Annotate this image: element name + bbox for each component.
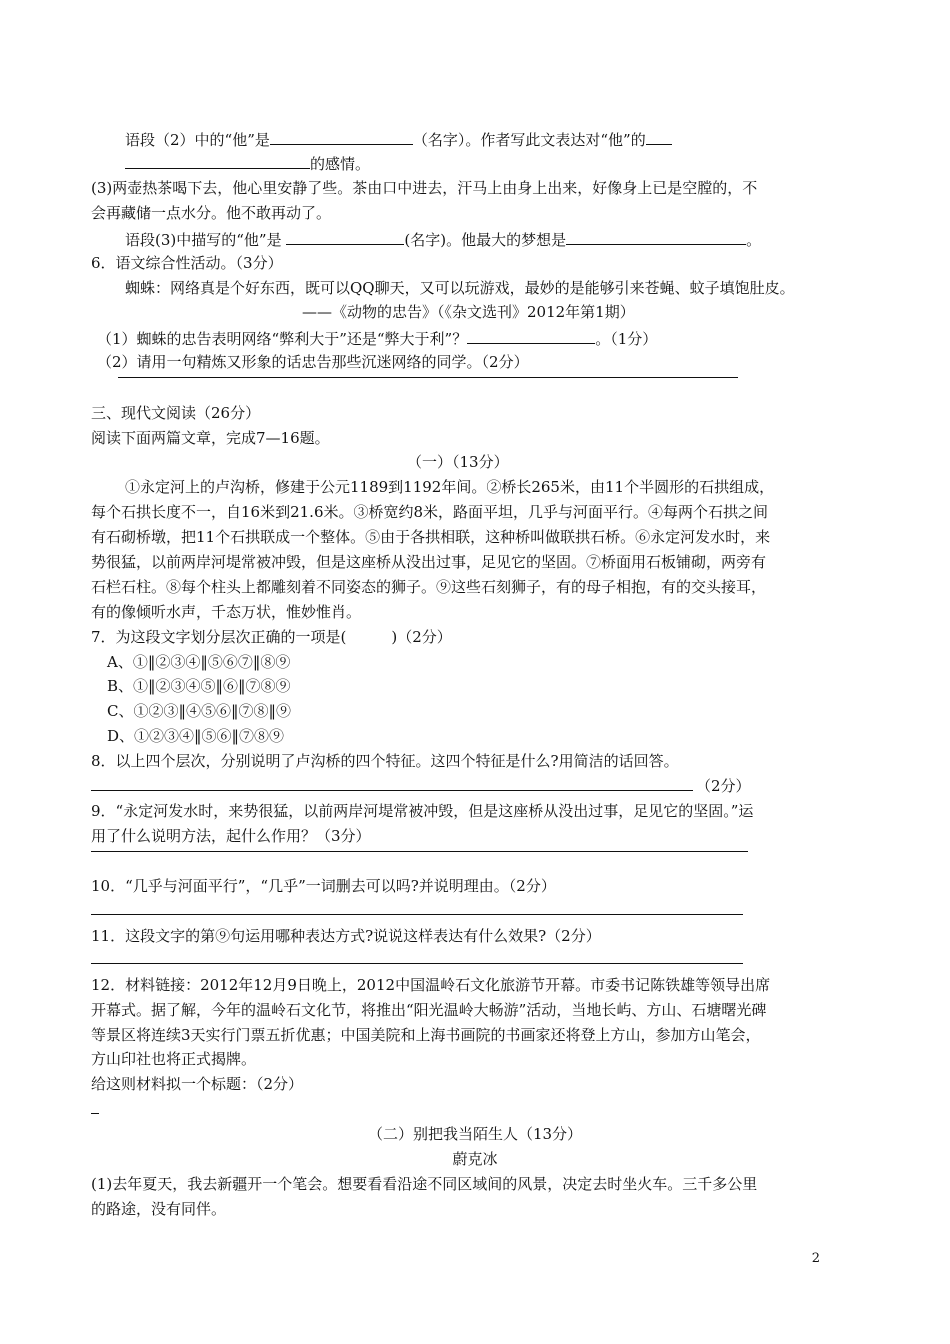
q6-2-text: （2）请用一句精炼又形象的话忠告那些沉迷网络的同学。（2分） — [97, 353, 529, 371]
q8-score: （2分） — [696, 777, 751, 795]
q9-line1: 9．“永定河发水时，来势很猛，以前两岸河堤常被冲毁，但是这座桥从没出过事，足见它的坚固。”运 — [91, 802, 754, 820]
q7-option-b[interactable]: B、①‖②③④⑤‖⑥‖⑦⑧⑨ — [107, 677, 291, 695]
text-1-line2: 每个石拱长度不一，自16米到21.6米。③桥宽约8米，路面平坦，几乎与河面平行。④每两个石拱之间 — [91, 503, 769, 521]
text-2-author: 蔚克冰 — [452, 1150, 498, 1168]
q5-3-line — [125, 228, 761, 250]
text-1-line4: 势很猛，以前两岸河堤常被冲毁，但是这座桥从没出过事，足见它的坚固。⑦桥面用石板铺砌，两旁有 — [91, 553, 767, 571]
q12-line5: 给这则材料拟一个标题：（2分） — [91, 1075, 304, 1093]
q12-line4: 方山印社也将正式揭牌。 — [91, 1050, 257, 1068]
q5-2-text-a: 语段（2）中的“他”是 — [125, 131, 270, 149]
answer-line[interactable] — [91, 963, 743, 964]
q9-line2: 用了什么说明方法，起什么作用？（3分） — [91, 827, 371, 845]
q12-line3: 等景区将连续3天实行门票五折优惠；中国美院和上海书画院的书画家还将登上方山，参加方山笔会， — [91, 1026, 761, 1044]
q6-quote: 蜘蛛：网络真是个好东西，既可以QQ聊天，又可以玩游戏，最妙的是能够引来苍蝇、蚊子填饱肚皮。 — [125, 279, 795, 297]
q7-option-a[interactable]: A、①‖②③④‖⑤⑥⑦‖⑧⑨ — [107, 653, 291, 671]
q5-3-text-c: 。 — [746, 231, 762, 249]
passage-3-line1: (3)两壶热茶喝下去，他心里安静了些。茶由口中进去，汗马上由身上出来，好像身上已是空膛的，不 — [91, 179, 758, 197]
answer-line[interactable] — [91, 1113, 99, 1114]
q12-line1: 12．材料链接：2012年12月9日晚上，2012中国温岭石文化旅游节开幕。市委书记陈铁雄等领导出席 — [91, 976, 771, 994]
q7-option-d[interactable]: D、①②③④‖⑤⑥‖⑦⑧⑨ — [107, 727, 285, 745]
text-1-title: （一）（13分） — [407, 453, 509, 471]
q5-2-text-c: 的感情。 — [310, 155, 371, 173]
text-2-title: （二）别把我当陌生人（13分） — [367, 1125, 583, 1143]
answer-line[interactable] — [118, 377, 738, 378]
q5-2-line — [125, 128, 672, 150]
section-3-intro: 阅读下面两篇文章，完成7—16题。 — [91, 429, 330, 447]
answer-blank[interactable] — [467, 327, 595, 344]
q5-3-text-a: 语段(3)中描写的“他”是 — [125, 231, 282, 249]
answer-blank[interactable] — [270, 128, 413, 145]
q5-3-text-b: (名字)。他最大的梦想是 — [404, 231, 567, 249]
text-2-line1: (1)去年夏天，我去新疆开一个笔会。想要看看沿途不同区域间的风景，决定去时坐火车。三千多公里 — [91, 1175, 758, 1193]
q11-text: 11．这段文字的第⑨句运用哪种表达方式?说说这样表达有什么效果?（2分） — [91, 927, 601, 945]
q5-2-text-b: （名字）。作者写此文表达对“他”的 — [412, 131, 646, 149]
q6-source: ——《动物的忠告》（《杂文选刊》2012年第1期） — [302, 303, 635, 321]
answer-blank[interactable] — [125, 152, 310, 169]
q6-1-text-a: （1）蜘蛛的忠告表明网络“弊利大于”还是“弊大于利”？ — [97, 330, 468, 348]
q10-text: 10．“几乎与河面平行”，“几乎”一词删去可以吗?并说明理由。（2分） — [91, 877, 556, 895]
q7-option-c[interactable]: C、①②③‖④⑤⑥‖⑦⑧‖⑨ — [107, 702, 291, 720]
answer-line[interactable] — [91, 914, 743, 915]
answer-blank[interactable] — [646, 128, 672, 145]
q5-2-line2 — [125, 152, 370, 174]
page-number: 2 — [811, 1251, 820, 1266]
answer-blank[interactable] — [566, 228, 746, 245]
text-1-line5: 石栏石柱。⑧每个柱头上都雕刻着不同姿态的狮子。⑨这些石刻狮子，有的母子相抱，有的交头接耳， — [91, 578, 767, 596]
q6-1-text-b: 。（1分） — [595, 330, 658, 348]
text-2-line2: 的路途，没有同伴。 — [91, 1200, 227, 1218]
q7-text: 7．为这段文字划分层次正确的一项是( )（2分） — [91, 628, 452, 646]
text-1-line1: ①永定河上的卢沟桥，修建于公元1189到1192年间。②桥长265米，由11个半圆形的石拱组成， — [125, 478, 775, 496]
q6-1-line — [97, 327, 657, 349]
text-1-line6: 有的像倾听水声，千态万状，惟妙惟肖。 — [91, 603, 362, 621]
section-3-title: 三、现代文阅读（26分） — [91, 404, 261, 422]
q6-title: 6．语文综合性活动。（3分） — [91, 254, 283, 272]
answer-blank[interactable] — [286, 228, 404, 245]
text-1-line3: 有石砌桥墩，把11个石拱联成一个整体。⑤由于各拱相联，这种桥叫做联拱石桥。⑥永定河发水时，来 — [91, 528, 771, 546]
passage-3-line2: 会再藏储一点水分。他不敢再动了。 — [91, 204, 332, 222]
q8-text: 8．以上四个层次，分别说明了卢沟桥的四个特征。这四个特征是什么?用简洁的话回答。 — [91, 752, 679, 770]
answer-line[interactable] — [91, 790, 693, 791]
q12-line2: 开幕式。据了解，今年的温岭石文化节，将推出“阳光温岭大畅游”活动，当地长屿、方山、石塘曙光碑 — [91, 1001, 767, 1019]
answer-line[interactable] — [91, 851, 748, 852]
